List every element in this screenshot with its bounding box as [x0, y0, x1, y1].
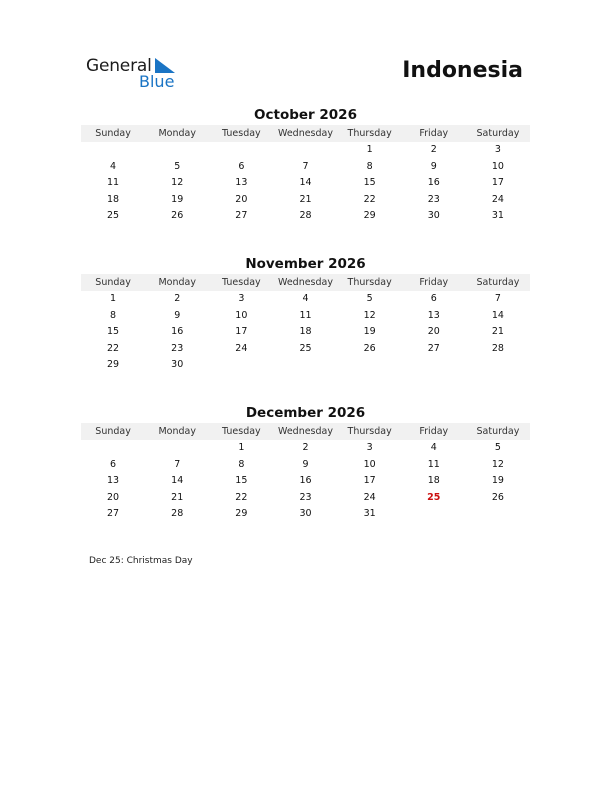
day-cell: 5 [366, 293, 373, 304]
day-cell: 7 [302, 160, 309, 172]
day-cell: 14 [491, 309, 504, 321]
day-cell: 16 [427, 177, 440, 189]
day-cell: 26 [171, 210, 184, 222]
day-cell: 5 [494, 442, 501, 453]
day-cell: 4 [110, 160, 117, 172]
day-cell: 3 [366, 442, 373, 453]
week-row [81, 341, 530, 358]
day-cell [145, 142, 209, 159]
week-row [81, 159, 530, 176]
day-cell: 3 [494, 144, 501, 155]
week-row [81, 308, 530, 325]
day-cell: 11 [299, 309, 312, 321]
day-cell: 30 [427, 210, 440, 222]
week-row [81, 357, 530, 374]
day-cell: 18 [107, 193, 120, 205]
weekday-header-row [81, 125, 530, 142]
day-cell: 9 [430, 160, 437, 172]
week-row [81, 142, 530, 159]
day-cell: 7 [174, 458, 181, 470]
day-cell: 12 [491, 458, 504, 470]
day-cell: 17 [235, 326, 248, 338]
weekday-label: Saturday [476, 426, 520, 437]
day-cell: 30 [171, 359, 184, 371]
day-cell: 30 [299, 508, 312, 520]
day-cell: 31 [363, 508, 376, 520]
day-cell: 6 [238, 160, 245, 172]
weekday-label: Tuesday [222, 426, 261, 437]
day-cell: 6 [110, 458, 117, 470]
day-cell: 11 [427, 458, 440, 470]
day-cell: 29 [107, 359, 120, 371]
day-cell: 20 [235, 193, 248, 205]
month-title: December 2026 [245, 405, 366, 421]
day-cell: 27 [427, 342, 440, 354]
day-cell [273, 142, 337, 159]
month-title: October 2026 [254, 107, 357, 123]
holiday-day-cell: 25 [427, 491, 441, 503]
day-cell [209, 357, 273, 374]
weekday-label: Thursday [347, 277, 392, 288]
weekday-label: Wednesday [277, 128, 333, 139]
day-cell: 21 [171, 491, 184, 503]
day-cell: 14 [171, 475, 184, 487]
day-cell: 19 [491, 475, 504, 487]
week-row [81, 473, 530, 490]
day-cell: 18 [427, 475, 440, 487]
day-cell: 10 [363, 458, 376, 470]
day-cell: 13 [235, 177, 248, 189]
day-cell [81, 440, 145, 457]
weekday-label: Sunday [95, 128, 131, 139]
weekday-label: Saturday [476, 128, 520, 139]
day-cell: 22 [107, 342, 120, 354]
day-cell: 9 [174, 309, 181, 321]
weekday-label: Wednesday [277, 426, 333, 437]
day-cell: 29 [235, 508, 248, 520]
weekday-label: Friday [419, 426, 449, 437]
generalblue-logo [86, 56, 186, 92]
day-cell: 16 [299, 475, 312, 487]
month-calendar-december [81, 405, 530, 523]
day-cell: 1 [110, 293, 117, 304]
day-cell: 21 [491, 326, 504, 338]
day-cell: 11 [107, 177, 120, 189]
week-row [81, 440, 530, 457]
day-cell [145, 440, 209, 457]
day-cell [402, 506, 466, 523]
weekday-label: Tuesday [222, 128, 261, 139]
day-cell: 20 [427, 326, 440, 338]
day-cell: 15 [107, 326, 120, 338]
weekday-label: Friday [419, 128, 449, 139]
day-cell: 27 [107, 508, 120, 520]
day-cell [338, 357, 402, 374]
day-cell: 6 [430, 293, 437, 304]
day-cell: 25 [107, 210, 120, 222]
logo-text-general: General [86, 56, 152, 76]
day-cell [402, 357, 466, 374]
day-cell [273, 357, 337, 374]
weekday-label: Sunday [95, 277, 131, 288]
day-cell: 25 [299, 342, 312, 354]
weekday-label: Friday [419, 277, 449, 288]
day-cell: 7 [494, 293, 501, 304]
day-cell [466, 506, 530, 523]
day-cell: 2 [302, 442, 309, 453]
weekday-header-row [81, 274, 530, 291]
day-cell: 23 [299, 491, 312, 503]
day-cell: 20 [107, 491, 120, 503]
weekday-label: Monday [158, 426, 196, 437]
day-cell: 3 [238, 293, 245, 304]
week-row [81, 208, 530, 225]
day-cell: 5 [174, 160, 181, 172]
day-cell: 10 [491, 160, 504, 172]
month-title: November 2026 [245, 256, 366, 272]
day-cell: 22 [363, 193, 376, 205]
day-cell: 27 [235, 210, 248, 222]
week-row [81, 192, 530, 209]
day-cell: 17 [491, 177, 504, 189]
day-cell: 18 [299, 326, 312, 338]
day-cell: 21 [299, 193, 312, 205]
day-cell: 8 [238, 458, 245, 470]
day-cell: 19 [363, 326, 376, 338]
month-calendar-october [81, 107, 530, 225]
holiday-note: Dec 25: Christmas Day [89, 556, 193, 566]
month-calendar-november [81, 256, 530, 374]
day-cell [81, 142, 145, 159]
day-cell: 1 [238, 442, 245, 453]
weekday-label: Monday [158, 128, 196, 139]
day-cell: 13 [427, 309, 440, 321]
day-cell: 2 [430, 144, 437, 155]
week-row [81, 175, 530, 192]
day-cell: 8 [110, 309, 117, 321]
weekday-label: Wednesday [277, 277, 333, 288]
day-cell [209, 142, 273, 159]
day-cell: 9 [302, 458, 309, 470]
day-cell: 17 [363, 475, 376, 487]
day-cell: 24 [363, 491, 376, 503]
day-cell: 28 [171, 508, 184, 520]
day-cell: 23 [171, 342, 184, 354]
day-cell: 26 [363, 342, 376, 354]
weekday-label: Tuesday [222, 277, 261, 288]
weekday-label: Monday [158, 277, 196, 288]
day-cell: 1 [366, 144, 373, 155]
country-title: Indonesia [402, 58, 523, 83]
logo-text-blue: Blue [139, 72, 175, 91]
weekday-label: Thursday [347, 426, 392, 437]
week-row [81, 291, 530, 308]
logo-triangle-icon [155, 58, 175, 73]
day-cell: 28 [299, 210, 312, 222]
day-cell: 29 [363, 210, 376, 222]
day-cell: 12 [363, 309, 376, 321]
day-cell: 10 [235, 309, 248, 321]
day-cell: 14 [299, 177, 312, 189]
day-cell: 24 [491, 193, 504, 205]
weekday-label: Sunday [95, 426, 131, 437]
week-row [81, 506, 530, 523]
day-cell: 31 [491, 210, 504, 222]
day-cell: 22 [235, 491, 248, 503]
weekday-header-row [81, 423, 530, 440]
day-cell: 24 [235, 342, 248, 354]
day-cell: 15 [235, 475, 248, 487]
day-cell: 19 [171, 193, 184, 205]
weekday-label: Saturday [476, 277, 520, 288]
day-cell: 26 [491, 491, 504, 503]
day-cell: 16 [171, 326, 184, 338]
day-cell: 12 [171, 177, 184, 189]
week-row [81, 490, 530, 507]
week-row [81, 457, 530, 474]
day-cell: 15 [363, 177, 376, 189]
day-cell: 13 [107, 475, 120, 487]
day-cell: 8 [366, 160, 373, 172]
day-cell [466, 357, 530, 374]
week-row [81, 324, 530, 341]
day-cell: 23 [427, 193, 440, 205]
day-cell: 28 [491, 342, 504, 354]
day-cell: 4 [430, 442, 437, 453]
day-cell: 4 [302, 293, 309, 304]
day-cell: 2 [174, 293, 181, 304]
weekday-label: Thursday [347, 128, 392, 139]
